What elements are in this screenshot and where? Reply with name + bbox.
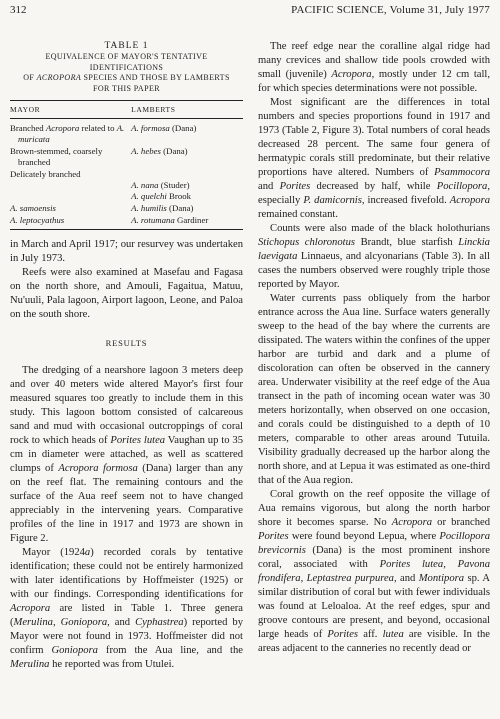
table-number: TABLE 1 xyxy=(104,41,149,51)
table-row: Delicately branched A. nana (Studer) A. quelchi Brook xyxy=(10,169,192,201)
table-row: A. leptocyathus A. rotumana Gardiner xyxy=(10,214,243,230)
running-head: PACIFIC SCIENCE, Volume 31, July 1977 xyxy=(291,4,490,16)
paragraph: The dredging of a nearshore lagoon 3 meters deep and over 40 meters wide altered Mayor's first four measured squares too greatly to include them in this study. This lagoon bottom consisted of calcareous sand and mud with occasional outcroppings of coral rock to which heads of Porites lutea Vaughan up to 35 cm in diameter were attached, as well as scattered clumps of Acropora formosa (Dana) larger than any on the reef flat. The remaining contours and the surface of the Aua reef seem not to have changed appreciably in the intervening years. Comparative profiles of the line in 1917 and 1973 are shown in Figure 2. xyxy=(10,365,244,544)
paragraph: in March and April 1917; our resurvey was undertaken in July 1973. xyxy=(10,239,243,264)
paragraph: Coral growth on the reef opposite the village of Aua remains vigorous, but along the north harbor shore it becomes sparse. No Acropora or branched Porites were found beyond Lepua, where Pocillopora brevicornis (Dana) is the most prominent inshore coral, associated with Porites lutea, Pavona frondifera, Leptastrea purpurea, and Montipora sp. A similar distribution of coral but with fewer individuals was found at Leloaloa. At the reef edges, spur and groove contours are present, and beyond, occasional large heads of Porites aff. lutea are visible. In the areas adjacent to the canneries no recently dead or xyxy=(258,489,491,654)
table-caption xyxy=(10,40,243,94)
table-header-lamberts: LAMBERTS xyxy=(131,101,243,119)
table-title-line: OF ACROPORA SPECIES AND THOSE BY LAMBERTS xyxy=(23,73,230,82)
left-column xyxy=(10,40,243,672)
page-number: 312 xyxy=(10,4,27,16)
paragraph: Counts were also made of the black holothurians Stichopus chloronotus Brandt, blue starfish Linckia laevigata Linnaeus, and alcyonarians (Table 3). In all cases the numbers observed were roughly triple those reported by Mayor. xyxy=(258,223,490,290)
table-row: Brown-stemmed, coarsely branched A. hebes (Dana) xyxy=(10,146,188,167)
paragraph: Reefs were also examined at Masefau and Fagasa on the north shore, and Amouli, Fagaitua, Matuu, Nu'uuli, Pala lagoon, Airport lagoon, Leone, and Paloa on the south shore. xyxy=(10,267,243,320)
table-header-mayor: MAYOR xyxy=(10,101,131,119)
table-title-line: EQUIVALENCE OF MAYOR'S TENTATIVE IDENTIFICATIONS xyxy=(45,52,208,72)
table-row: A. samoensis A. humilis (Dana) xyxy=(10,203,194,213)
paragraph: Most significant are the differences in total numbers and species proportions found in 1917 and 1973 (Table 2, Figure 3). Total numbers of coral heads decreased 28 percent. The same four genera of hermatypic corals still predominate, but their relative proportions have altered. Numbers of Psammocora and Porites decreased by half, while Pocillopora, especially P. damicornis, increased fivefold. Acropora remained constant. xyxy=(258,97,490,220)
table-title-line: FOR THIS PAPER xyxy=(93,83,160,93)
right-column xyxy=(258,40,490,656)
section-heading-results: RESULTS xyxy=(105,338,148,348)
paragraph: Mayor (1924a) recorded corals by tentative identification; these could not be entirely harmonized with later identifications by Hoffmeister (1925) or with our findings. Corresponding identifications for Acropora are listed in Table 1. Three genera (Merulina, Goniopora, and Cyphastrea) reported by Mayor were not found in 1973. Hoffmeister did not confirm Goniopora from the Aua line, and the Merulina he reported was from Utulei. xyxy=(10,547,244,670)
equivalence-table xyxy=(10,100,243,230)
paragraph: The reef edge near the coralline algal ridge had many crevices and shallow tide pools crowded with small (juvenile) Acropora, mostly under 12 cm tall, for which species determinations were not possible. xyxy=(258,41,490,94)
paragraph: Water currents pass obliquely from the harbor entrance across the Aua line. Surface waters generally sweep to the head of the bay where the currents are dissipated. The waters within the confines of the upper harbor are turbid and dark and a plume of discoloration can often be observed in the cannery area. Underwater visibility at the reef edge of the Aua transect in the path of incoming ocean water was 30 meters horizontally, when observed on one occasion, and corals could be distinguished to a depth of 10 meters, comparable to other areas around Tutuila. Visibility gradually decreased up the harbor along the north shore, and at Lepua it was estimated as one-third that of the Aua region. xyxy=(258,293,490,486)
table-row: Branched Acropora related to A. muricata A. formosa (Dana) xyxy=(10,123,197,144)
page-header xyxy=(10,4,490,20)
